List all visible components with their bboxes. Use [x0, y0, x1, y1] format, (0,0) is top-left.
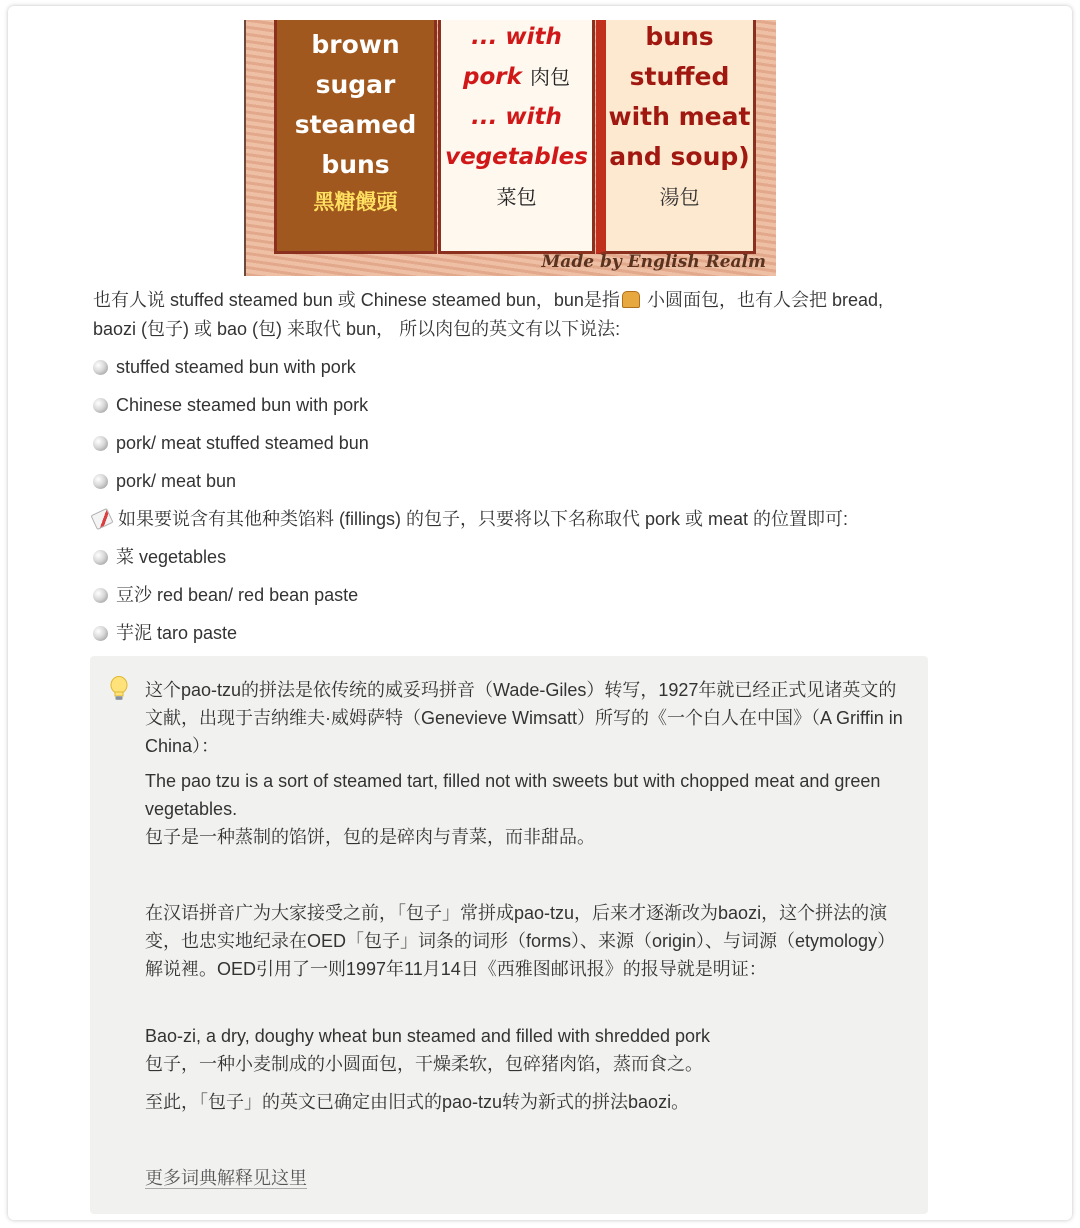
list-item: 豆沙 red bean/ red bean paste: [93, 583, 358, 607]
panel-text: ... with: [471, 104, 562, 130]
panel-text: vegetables: [445, 144, 588, 170]
bullet-icon: [93, 626, 108, 641]
panel-text: sugar: [315, 70, 396, 99]
panel-text: brown: [311, 30, 400, 59]
list-item: 芋泥 taro paste: [93, 621, 237, 645]
list-item: stuffed steamed bun with pork: [93, 355, 356, 379]
panel-chinese: 菜包: [496, 185, 537, 209]
buns-illustration: [244, 20, 776, 276]
bullet-icon: [93, 436, 108, 451]
callout-box: [90, 656, 928, 1214]
bread-icon: [622, 291, 640, 308]
panel-chinese: 黑糖饅頭: [313, 190, 398, 214]
panel-text: buns: [321, 150, 390, 179]
panel-text: buns: [645, 22, 714, 51]
panel-pork-vegetable-buns: [438, 20, 595, 254]
tag-icon: [90, 508, 113, 530]
panel-chinese: 湯包: [659, 185, 700, 209]
quote-english: The pao tzu is a sort of steamed tart, filled not with sweets but with chopped meat and green vegetables.: [145, 771, 881, 819]
panel-text-pork: pork 肉包: [463, 64, 570, 90]
quote-chinese: 包子是一种蒸制的馅饼，包的是碎肉与青菜，而非甜品。: [145, 827, 595, 847]
note-line: 如果要说含有其他种类馅料 (fillings) 的包子，只要将以下名称取代 pork 或 meat 的位置即可:: [93, 507, 848, 531]
callout-paragraph: 这个pao-tzu的拼法是依传统的威妥玛拼音（Wade-Giles）转写，1927年就已经正式见诸英文的文献，出现于吉纳维夫·威姆萨特（Genevieve Wimsatt）所写的《一个白人在中国》（A Griffin in China）：: [145, 680, 903, 756]
panel-text: steamed: [294, 110, 417, 139]
bullet-icon: [93, 398, 108, 413]
dictionary-link[interactable]: 更多词典解释见这里: [145, 1168, 307, 1188]
quote-chinese: 包子，一种小麦制成的小圆面包，干燥柔软，包碎猪肉馅，蒸而食之。: [145, 1054, 703, 1074]
intro-paragraph: 也有人说 stuffed steamed bun 或 Chinese steamed bun，bun是指 小圆面包，也有人会把 bread, baozi (包子) 或 bao (包) 来取代 bun， 所以肉包的英文有以下说法:: [93, 290, 883, 339]
bullet-icon: [93, 550, 108, 565]
bullet-icon: [93, 474, 108, 489]
list-item: 菜 vegetables: [93, 545, 226, 569]
bullet-icon: [93, 588, 108, 603]
lightbulb-icon: [110, 676, 128, 702]
panel-text: stuffed: [629, 62, 730, 91]
bullet-icon: [93, 360, 108, 375]
image-credit: Made by English Realm: [541, 252, 766, 272]
list-item: pork/ meat bun: [93, 469, 236, 493]
list-item: Chinese steamed bun with pork: [93, 393, 368, 417]
callout-conclusion: 至此，「包子」的英文已确定由旧式的pao-tzu转为新式的拼法baozi。: [145, 1092, 690, 1112]
panel-soup-buns: [596, 20, 756, 254]
panel-text: ... with: [471, 24, 562, 50]
list-item: pork/ meat stuffed steamed bun: [93, 431, 369, 455]
panel-text: and soup): [609, 142, 750, 171]
panel-text: with meat: [608, 102, 751, 131]
quote-english: Bao-zi, a dry, doughy wheat bun steamed and filled with shredded pork: [145, 1026, 711, 1046]
callout-paragraph: 在汉语拼音广为大家接受之前，「包子」常拼成pao-tzu，后来才逐渐改为baozi，这个拼法的演变，也忠实地纪录在OED「包子」词条的词形（forms）、来源（origin）、与词源（etymology）解说裡。OED引用了一则1997年11月14日《西雅图邮讯报》的报导就是明证：: [145, 903, 896, 979]
panel-brown-sugar-buns: [274, 20, 437, 254]
